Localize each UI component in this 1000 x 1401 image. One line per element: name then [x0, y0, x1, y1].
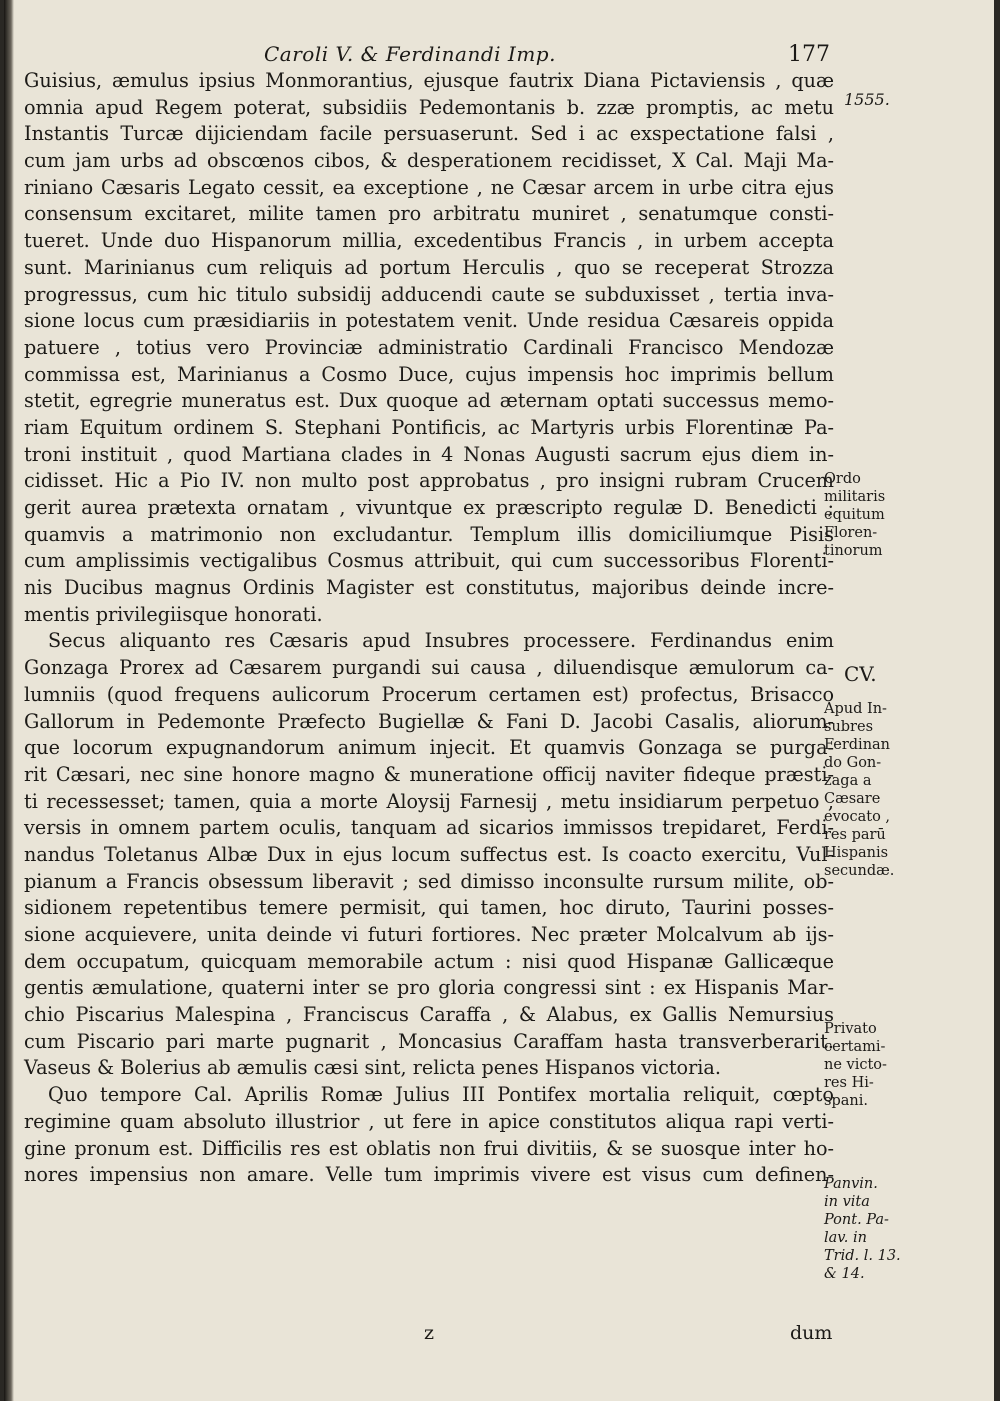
- text-line: Gallorum in Pedemonte Præfecto Bugiellæ & Fani D. Jacobi Casalis, aliorum-: [24, 709, 834, 733]
- sidenote-line: Apud In-: [824, 701, 887, 717]
- text-line: commissa est, Marinianus a Cosmo Duce, cujus impensis hoc imprimis bellum: [24, 362, 834, 386]
- paragraph-first-line: Quo tempore Cal. Aprilis Romæ Julius III Pontifex mortalia reliquit, cœpto: [48, 1083, 834, 1107]
- text-line: progressus, cum hic titulo subsidij adducendi caute se subduxisset , tertia inva-: [24, 282, 834, 306]
- text-line: Gonzaga Prorex ad Cæsarem purgandi sui causa , diluendisque æmulorum ca-: [24, 656, 834, 680]
- text-line: consensum excitaret, milite tamen pro arbitratu muniret , senatumque consti-: [24, 202, 834, 226]
- text-line: tueret. Unde duo Hispanorum millia, excedentibus Francis , in urbem accepta: [24, 229, 834, 253]
- sidenote-ordo-militaris: [824, 470, 908, 560]
- sidenote-line: & 14.: [824, 1266, 865, 1282]
- text-line: gerit aurea prætexta ornatam , vivuntque ex præscripto regulæ D. Benedicti ;: [24, 496, 834, 519]
- text-line: versis in omnem partem oculis, tanquam ad sicarios immissos trepidaret, Ferdi-: [24, 816, 834, 840]
- text-line: nores impensius non amare. Velle tum imprimis vivere est visus cum definen-: [24, 1163, 834, 1187]
- text-line: stetit, egregrie muneratus est. Dux quoque ad æternam optati successus memo-: [24, 389, 834, 413]
- sidenote-line: Ordo: [824, 471, 861, 487]
- sidenote-line: tinorum: [824, 543, 883, 559]
- section-number: CV.: [844, 662, 877, 686]
- page-spine-shadow: [4, 0, 14, 1401]
- sidenote-line: res Hi-: [824, 1075, 874, 1091]
- sidenote-privato-certamine: [824, 1020, 908, 1110]
- text-line: dem occupatum, quicquam memorabile actum : nisi quod Hispanæ Gallicæque: [24, 949, 834, 973]
- sidenote-line: res parū: [824, 827, 886, 843]
- text-line: riam Equitum ordinem S. Stephani Pontificis, ac Martyris urbis Florentinæ Pa-: [24, 415, 834, 439]
- sidenote-line: equitum: [824, 507, 885, 523]
- sidenote-line: Pont. Pa-: [824, 1212, 889, 1228]
- sidenote-line: in vita: [824, 1194, 870, 1210]
- text-line: cum jam urbs ad obscœnos cibos, & desperationem recidisset, X Cal. Maji Ma-: [24, 149, 834, 173]
- catchword: dum: [790, 1322, 833, 1344]
- text-line: riniano Cæsaris Legato cessit, ea exceptione , ne Cæsar arcem in urbe citra ejus: [24, 175, 834, 199]
- text-line: nandus Toletanus Albæ Dux in ejus locum suffectus est. Is coacto exercitu, Vul-: [24, 842, 834, 866]
- text-line: Guisius, æmulus ipsius Monmorantius, ejusque fautrix Diana Pictaviensis , quæ: [24, 69, 834, 92]
- sidenote-line: do Gon-: [824, 755, 882, 771]
- sidenote-line: Privato: [824, 1021, 877, 1037]
- text-line: nis Ducibus magnus Ordinis Magister est constitutus, majoribus deinde incre-: [24, 576, 834, 600]
- sidenote-line: lav. in: [824, 1230, 867, 1246]
- sidenote-line: Floren-: [824, 525, 878, 541]
- text-line: sunt. Marinianus cum reliquis ad portum Herculis , quo se receperat Strozza: [24, 255, 834, 279]
- running-head: Caroli V. & Ferdinandi Imp.: [264, 42, 556, 66]
- sidenote-line: secundæ.: [824, 863, 895, 879]
- signature-mark: z: [424, 1322, 435, 1344]
- sidenote-line: militaris: [824, 489, 886, 505]
- text-line: que locorum expugnandorum animum injecit. Et quamvis Gonzaga se purga-: [24, 736, 834, 760]
- sidenote-line: Trid. l. 13.: [824, 1248, 901, 1264]
- text-line: omnia apud Regem poterat, subsidiis Pedemontanis b. zzæ promptis, ac metu: [24, 95, 834, 119]
- text-line: chio Piscarius Malespina , Franciscus Caraffa , & Alabus, ex Gallis Nemursius: [24, 1003, 834, 1027]
- sidenote-panvinius-reference: [824, 1175, 908, 1283]
- text-line: cum amplissimis vectigalibus Cosmus attribuit, qui cum successoribus Florenti-: [24, 549, 834, 573]
- sidenote-line: Hispanis: [824, 845, 889, 861]
- text-line: rit Cæsari, nec sine honore magno & muneratione officij naviter fideque præsti-: [24, 762, 834, 786]
- text-line: sione locus cum præsidiariis in potestatem venit. Unde residua Cæsareis oppida: [24, 309, 834, 333]
- text-line: quamvis a matrimonio non excludantur. Templum illis domiciliumque Pisis: [24, 522, 834, 546]
- text-line: pianum a Francis obsessum liberavit ; sed dimisso inconsulte rursum milite, ob-: [24, 869, 834, 893]
- sidenote-line: zaga a: [824, 773, 872, 789]
- text-line: sione acquievere, unita deinde vi futuri fortiores. Nec præter Molcalvum ab ijs-: [24, 923, 834, 946]
- body-text: [24, 68, 834, 1189]
- paragraph-first-line: Secus aliquanto res Cæsaris apud Insubres processere. Ferdinandus enim: [48, 629, 834, 653]
- sidenote-apud-insubres: [824, 700, 908, 880]
- text-line: Vaseus & Bolerius ab æmulis cæsi sint, relicta penes Hispanos victoria.: [24, 1056, 721, 1080]
- sidenote-line: Ferdinan: [824, 737, 891, 753]
- sidenote-line: spani.: [824, 1093, 868, 1109]
- book-page: [4, 0, 994, 1401]
- text-line: gentis æmulatione, quaterni inter se pro gloria congressi sint : ex Hispanis Mar-: [24, 976, 834, 1000]
- sidenote-line: Panvin.: [824, 1176, 878, 1192]
- year-marginal-note: 1555.: [844, 90, 890, 109]
- sidenote-line: Cæsare: [824, 791, 881, 807]
- sidenote-line: certami-: [824, 1039, 886, 1055]
- text-line: cidisset. Hic a Pio IV. non multo post approbatus , pro insigni rubram Crucem: [24, 469, 834, 493]
- text-line: mentis privilegiisque honorati.: [24, 602, 323, 626]
- text-line: troni instituit , quod Martiana clades in 4 Nonas Augusti sacrum ejus diem in-: [24, 442, 834, 466]
- sidenote-line: evocato ,: [824, 809, 891, 825]
- text-line: regimine quam absoluto illustrior , ut fere in apice constitutos aliqua rapi verti-: [24, 1109, 834, 1133]
- text-line: Instantis Turcæ dijiciendam facile persuaserunt. Sed i ac exspectatione falsi ,: [24, 122, 834, 146]
- text-line: ti recessesset; tamen, quia a morte Aloysij Farnesij , metu insidiarum perpetuo ,: [24, 789, 834, 813]
- text-line: gine pronum est. Difficilis res est oblatis non frui divitiis, & se suosque inter ho-: [24, 1136, 834, 1160]
- sidenote-line: subres: [824, 719, 874, 735]
- text-line: lumniis (quod frequens aulicorum Procerum certamen est) profectus, Brisacco: [24, 682, 834, 706]
- sidenote-line: ne victo-: [824, 1057, 887, 1073]
- text-line: patuere , totius vero Provinciæ administratio Cardinali Francisco Mendozæ: [24, 335, 834, 359]
- text-line: cum Piscario pari marte pugnarit , Moncasius Caraffam hasta transverberarit.: [24, 1029, 834, 1053]
- text-line: sidionem repetentibus temere permisit, qui tamen, hoc diruto, Taurini posses-: [24, 896, 834, 920]
- page-number: 177: [788, 42, 830, 67]
